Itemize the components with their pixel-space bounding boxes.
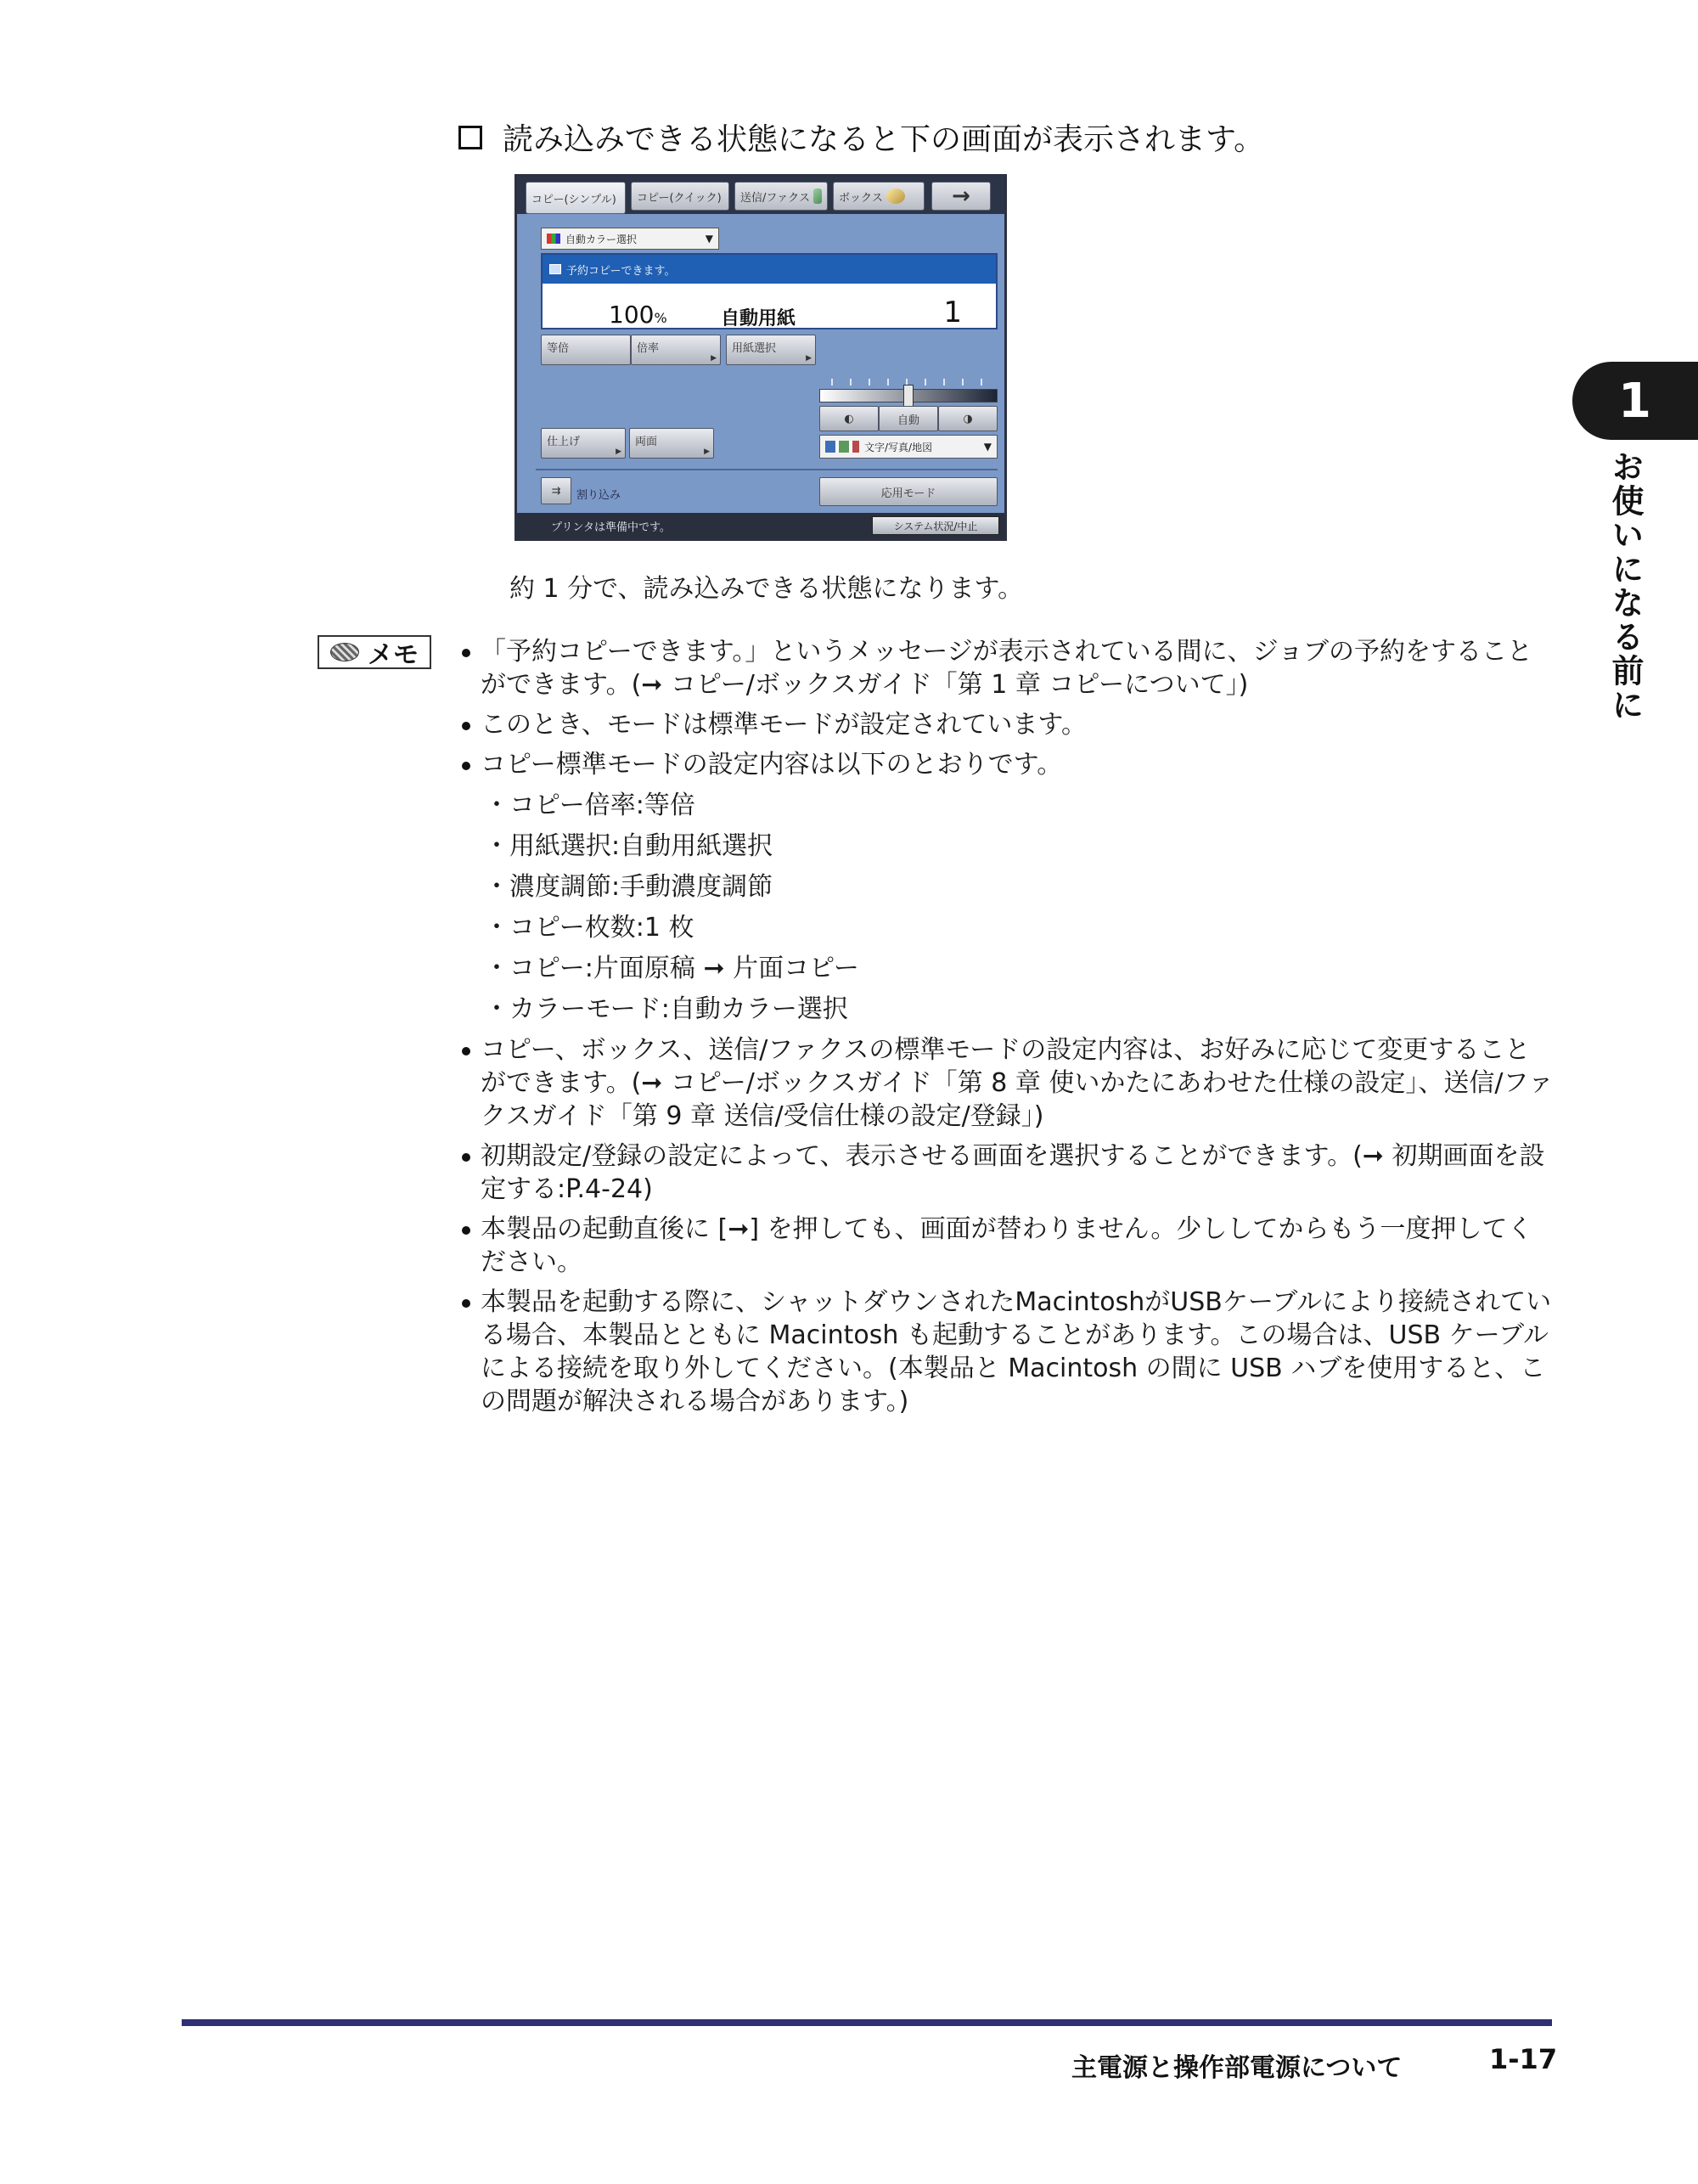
checkbox-bullet-icon	[458, 126, 482, 149]
paper-select-button[interactable]	[726, 335, 816, 365]
color-select-value: 自動カラー選択	[565, 233, 638, 245]
copy-panel	[526, 217, 998, 509]
color-mode-icon	[547, 234, 560, 244]
density-slider[interactable]	[819, 389, 998, 402]
original-type-dropdown[interactable]	[819, 435, 998, 459]
note-item	[458, 748, 1554, 1026]
tab-copy-simple-label: コピー(シンプル)	[531, 193, 616, 206]
status-message: 予約コピーできます。	[566, 264, 676, 278]
paper-setting: 自動用紙	[721, 308, 796, 329]
list-item: ・コピー枚数:1 枚	[484, 913, 694, 943]
note-item	[458, 1286, 1554, 1418]
interrupt-button[interactable]	[541, 477, 571, 504]
original-type-icon	[825, 441, 859, 453]
note-item	[458, 1033, 1554, 1133]
list-item: ・カラーモード:自動カラー選択	[484, 994, 848, 1024]
list-item: ・コピー:片面原稿 ➞ 片面コピー	[484, 954, 859, 983]
printer-status: プリンタは準備中です。	[551, 521, 671, 534]
list-item: ・濃度調節:手動濃度調節	[484, 872, 773, 902]
tab-copy-quick[interactable]	[631, 182, 729, 211]
same-size-button[interactable]	[541, 335, 631, 365]
device-screen	[514, 174, 1007, 541]
note-item	[458, 708, 1554, 741]
original-type-value: 文字/写真/地図	[864, 441, 933, 453]
interrupt-icon: ⇉	[551, 484, 561, 498]
same-size-label: 等倍	[547, 342, 570, 355]
zoom-label: 倍率	[637, 342, 660, 355]
density-scale	[831, 379, 998, 386]
finishing-label: 仕上げ	[547, 436, 581, 448]
note-text: コピー、ボックス、送信/ファクスの標準モードの設定内容は、お好みに応じて変更することができます。(➞ コピー/ボックスガイド「第 8 章 使いかたにあわせた仕様の設定」、送信/ファクスガイド「第 9 章 送信/受信仕様の設定/登録」)	[481, 1035, 1554, 1131]
duplex-label: 両面	[635, 436, 658, 448]
tab-bar	[517, 177, 1004, 214]
note-text: 本製品を起動する際に、シャットダウンされたMacintoshがUSBケーブルにより接続されている場合、本製品とともに Macintosh も起動することがあります。この場合は、USB ケーブルによる接続を取り外してください。(本製品と Macintosh の間に USB ハブを使用すると、この問題が解決される場合があります。)	[481, 1287, 1552, 1416]
tab-box[interactable]	[833, 182, 925, 211]
tab-send-fax-label: 送信/ファクス	[740, 191, 810, 205]
memo-notes	[458, 635, 1554, 1425]
density-auto-button[interactable]	[879, 406, 938, 431]
pencil-icon	[330, 643, 359, 661]
arrow-right-icon: →	[952, 183, 970, 209]
standard-mode-list	[481, 789, 1554, 1026]
chapter-title: お使いになる前に	[1606, 450, 1644, 722]
reserve-copy-icon	[549, 264, 561, 274]
chevron-down-icon: ▼	[705, 233, 713, 245]
copy-count: 1	[943, 296, 962, 329]
note-text: このとき、モードは標準モードが設定されています。	[481, 710, 1087, 740]
ratio-unit: %	[654, 310, 667, 326]
chevron-down-icon: ▼	[983, 441, 992, 453]
footer-rule	[182, 2019, 1552, 2026]
footer-section-title: 主電源と操作部電源について	[1071, 2053, 1403, 2083]
color-select-dropdown[interactable]	[541, 228, 719, 250]
fax-icon	[813, 189, 822, 204]
tab-copy-quick-label: コピー(クイック)	[637, 191, 722, 205]
note-text: 初期設定/登録の設定によって、表示させる画面を選択することができます。(➞ 初期画面を設定する:P.4-24)	[481, 1141, 1545, 1204]
special-modes-label: 応用モード	[880, 487, 936, 500]
special-modes-button[interactable]	[819, 477, 998, 506]
auto-label: 自動	[897, 414, 919, 427]
memo-label	[318, 635, 431, 669]
copy-ratio	[609, 301, 667, 329]
tab-send-fax[interactable]	[734, 182, 828, 211]
triangle-right-icon: ▶	[616, 447, 621, 456]
chapter-number: 1	[1618, 373, 1651, 429]
ratio-value: 100	[609, 301, 655, 329]
duplex-button[interactable]	[629, 428, 714, 459]
density-slider-thumb[interactable]	[903, 385, 914, 407]
memo-label-text: メモ	[368, 640, 419, 670]
triangle-right-icon: ▶	[704, 447, 710, 456]
chapter-tab	[1572, 362, 1698, 440]
tab-box-label: ボックス	[839, 191, 883, 205]
zoom-button[interactable]	[631, 335, 721, 365]
density-darker-button[interactable]	[938, 406, 998, 431]
half-moon-light-icon: ◐	[844, 412, 854, 425]
status-bar	[517, 513, 1004, 538]
note-item	[458, 1140, 1554, 1206]
note-text: 「予約コピーできます。」というメッセージが表示されている間に、ジョブの予約をすることができます。(➞ コピー/ボックスガイド「第 1 章 コピーについて」)	[481, 637, 1532, 700]
section-heading	[458, 115, 1264, 159]
status-message-bar	[543, 255, 996, 284]
box-icon	[886, 189, 905, 204]
interrupt-label: 割り込み	[576, 489, 621, 502]
note-text: 本製品の起動直後に [➞] を押しても、画面が替わりません。少ししてからもう一度押してください。	[481, 1214, 1533, 1277]
note-text: コピー標準モードの設定内容は以下のとおりです。	[481, 750, 1063, 780]
density-lighter-button[interactable]	[819, 406, 879, 431]
heading-text: 読み込みできる状態になると下の画面が表示されます。	[503, 122, 1265, 157]
finishing-button[interactable]	[541, 428, 626, 459]
triangle-right-icon: ▶	[806, 354, 812, 363]
tab-copy-simple[interactable]	[526, 182, 626, 214]
system-monitor-button[interactable]	[872, 516, 999, 535]
paper-select-label: 用紙選択	[732, 342, 777, 355]
status-display	[541, 253, 998, 329]
screen-caption: 約 1 分で、読み込みできる状態になります。	[509, 574, 1024, 604]
page-number: 1-17	[1489, 2043, 1558, 2075]
triangle-right-icon: ▶	[711, 354, 717, 363]
note-item	[458, 635, 1554, 701]
half-moon-dark-icon: ◑	[963, 412, 973, 425]
system-monitor-label: システム状況/中止	[893, 520, 978, 532]
note-item	[458, 1213, 1554, 1279]
list-item: ・用紙選択:自動用紙選択	[484, 831, 773, 861]
tab-arrow-button[interactable]	[931, 182, 991, 211]
list-item: ・コピー倍率:等倍	[484, 791, 695, 820]
panel-divider	[536, 469, 998, 470]
